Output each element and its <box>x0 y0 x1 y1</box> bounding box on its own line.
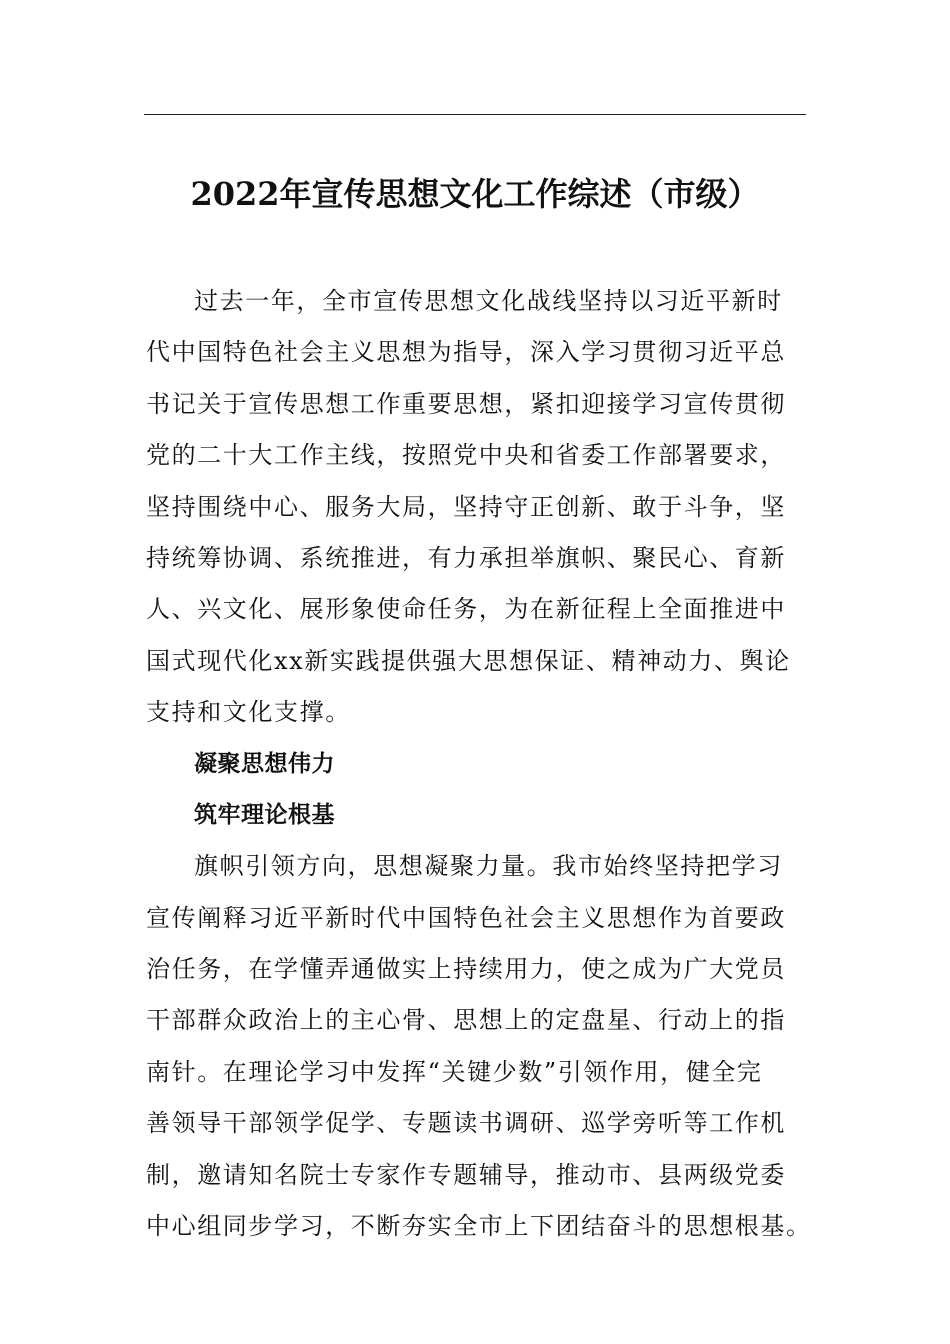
document-title: 2022年宣传思想文化工作综述（市级） <box>190 175 760 213</box>
paragraph-line: 持统筹协调、系统推进，有力承担举旗帜、聚民心、育新 <box>146 543 786 572</box>
subsection-heading: 筑牢理论根基 <box>194 801 335 828</box>
paragraph-line: 坚持围绕中心、服务大局，坚持守正创新、敢于斗争，坚 <box>146 492 786 521</box>
paragraph-line: 干部群众政治上的主心骨、思想上的定盘星、行动上的指 <box>146 1006 786 1035</box>
document-body <box>146 276 812 1252</box>
paragraph-line: 党的二十大工作主线，按照党中央和省委工作部署要求， <box>146 441 786 470</box>
paragraph-line: 国式现代化xx新实践提供强大思想保证、精神动力、舆论 <box>146 646 791 675</box>
paragraph-line: 南针。在理论学习中发挥“关键少数”引领作用，健全完 <box>146 1057 763 1086</box>
paragraph-line: 书记关于宣传思想工作重要思想，紧扣迎接学习宣传贯彻 <box>146 389 786 418</box>
paragraph-line: 旗帜引领方向，思想凝聚力量。我市始终坚持把学习 <box>194 852 783 881</box>
paragraph-line: 过去一年，全市宣传思想文化战线坚持以习近平新时 <box>194 287 783 315</box>
paragraph-line: 宣传阐释习近平新时代中国特色社会主义思想作为首要政 <box>146 903 786 932</box>
paragraph-line: 代中国特色社会主义思想为指导，深入学习贯彻习近平总 <box>146 338 786 367</box>
header-rule <box>144 114 806 115</box>
paragraph-line: 善领导干部领学促学、专题读书调研、巡学旁听等工作机 <box>146 1109 786 1138</box>
paragraph-line: 支持和文化支撑。 <box>146 698 351 727</box>
section-heading: 凝聚思想伟力 <box>194 750 335 777</box>
paragraph-line: 人、兴文化、展形象使命任务，为在新征程上全面推进中 <box>146 595 786 624</box>
paragraph-line: 治任务，在学懂弄通做实上持续用力，使之成为广大党员 <box>146 955 786 984</box>
paragraph-line: 制，邀请知名院士专家作专题辅导，推动市、县两级党委 <box>146 1160 786 1189</box>
paragraph-line: 中心组同步学习，不断夯实全市上下团结奋斗的思想根基。 <box>146 1212 812 1241</box>
